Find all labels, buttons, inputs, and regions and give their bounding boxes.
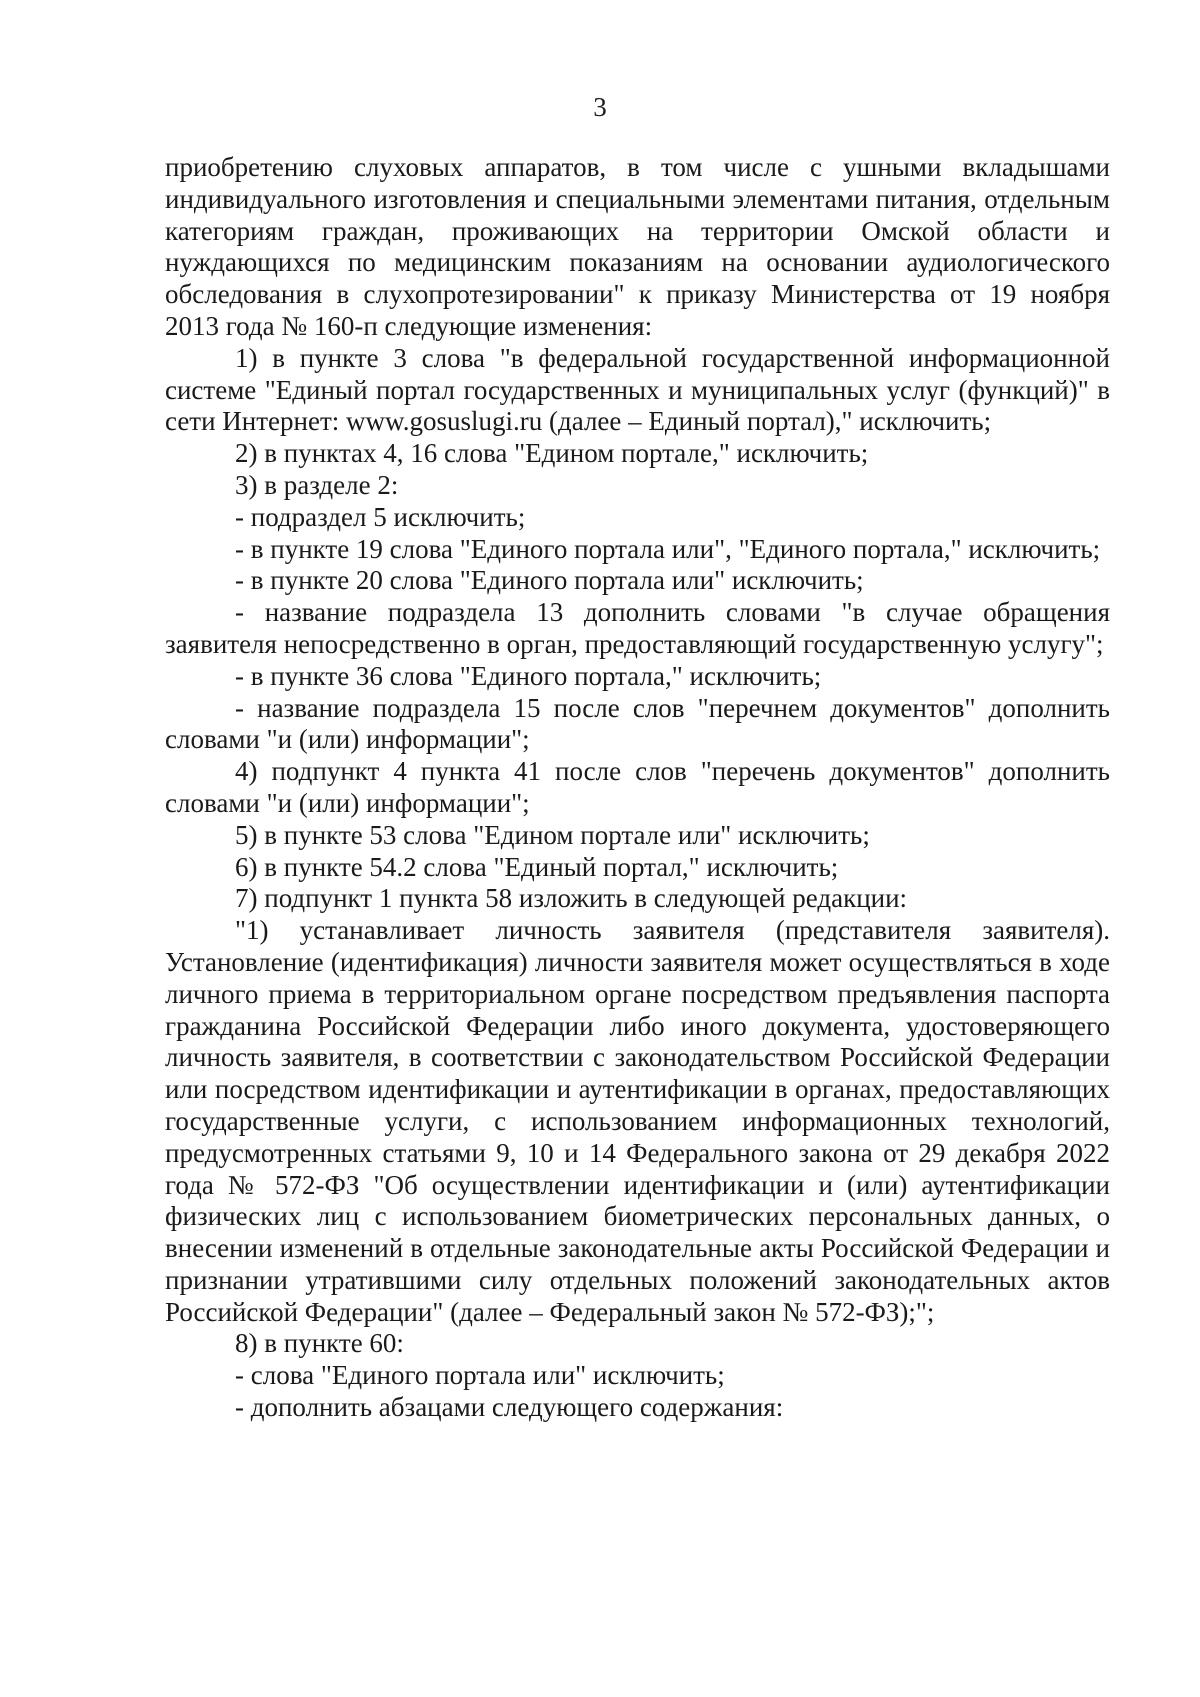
paragraph-quoted-text: "1) устанавливает личность заявителя (представителя заявителя). Установление (идентификация) личности заявителя может осуществляться в ходе личного приема в территориальном органе посредством предъявления паспорта гражданина Российской Федерации либо иного документа, удостоверяющего личность заявителя, в соответствии с законодательством Российской Федерации или посредством идентификации и аутентификации в органах, предоставляющих государственные услуги, с использованием информационных технологий, предусмотренных статьями 9, 10 и 14 Федерального закона от 29 декабря 2022 года № 572-ФЗ "Об осуществлении идентификации и (или) аутентификации физических лиц с использованием биометрических персональных данных, о внесении изменений в отдельные законодательные акты Российской Федерации и признании утратившими силу отдельных положений законодательных актов Российской Федерации" (далее – Федеральный закон № 572-ФЗ);";	[165, 915, 1110, 1327]
paragraph-subitem: - в пункте 19 слова "Единого портала или", "Единого портала," исключить;	[235, 533, 1101, 564]
paragraph-subitem: - название подраздела 15 после слов "перечнем документов" дополнить словами "и (или) информации";	[165, 692, 1110, 755]
document-body	[165, 152, 1110, 1424]
paragraph-subitem: - дополнить абзацами следующего содержания:	[235, 1392, 784, 1423]
paragraph-item-5: 5) в пункте 53 слова "Едином портале или" исключить;	[235, 819, 870, 850]
paragraph-item-8: 8) в пункте 60:	[235, 1328, 404, 1359]
paragraph-continuation: приобретению слуховых аппаратов, в том числе с ушными вкладышами индивидуального изготовления и специальными элементами питания, отдельным категориям граждан, проживающих на территории Омской области и нуждающихся по медицинским показаниям на основании аудиологического обследования в слухопротезировании" к приказу Министерства от 19 ноября 2013 года № 160-п следующие изменения:	[165, 152, 1110, 341]
paragraph-item-7: 7) подпункт 1 пункта 58 изложить в следующей редакции:	[235, 883, 908, 914]
paragraph-subitem: - подраздел 5 исключить;	[235, 501, 526, 532]
paragraph-item-1: 1) в пункте 3 слова "в федеральной государственной информационной системе "Единый портал государственных и муниципальных услуг (функций)" в сети Интернет: www.gosuslugi.ru (далее – Единый портал)," исключить;	[165, 342, 1110, 437]
paragraph-item-3: 3) в разделе 2:	[235, 469, 399, 500]
paragraph-subitem: - название подраздела 13 дополнить словами "в случае обращения заявителя непосредственно в орган, предоставляющий государственную услугу";	[165, 597, 1110, 659]
paragraph-item-6: 6) в пункте 54.2 слова "Единый портал," исключить;	[235, 851, 839, 882]
paragraph-item-2: 2) в пунктах 4, 16 слова "Едином портале," исключить;	[235, 438, 869, 469]
paragraph-item-4: 4) подпункт 4 пункта 41 после слов "перечень документов" дополнить словами "и (или) информации";	[165, 756, 1110, 818]
page-number: 3	[593, 92, 607, 122]
paragraph-subitem: - в пункте 20 слова "Единого портала или" исключить;	[235, 565, 864, 596]
paragraph-subitem: - в пункте 36 слова "Единого портала," исключить;	[235, 660, 822, 691]
paragraph-subitem: - слова "Единого портала или" исключить;	[235, 1360, 725, 1391]
